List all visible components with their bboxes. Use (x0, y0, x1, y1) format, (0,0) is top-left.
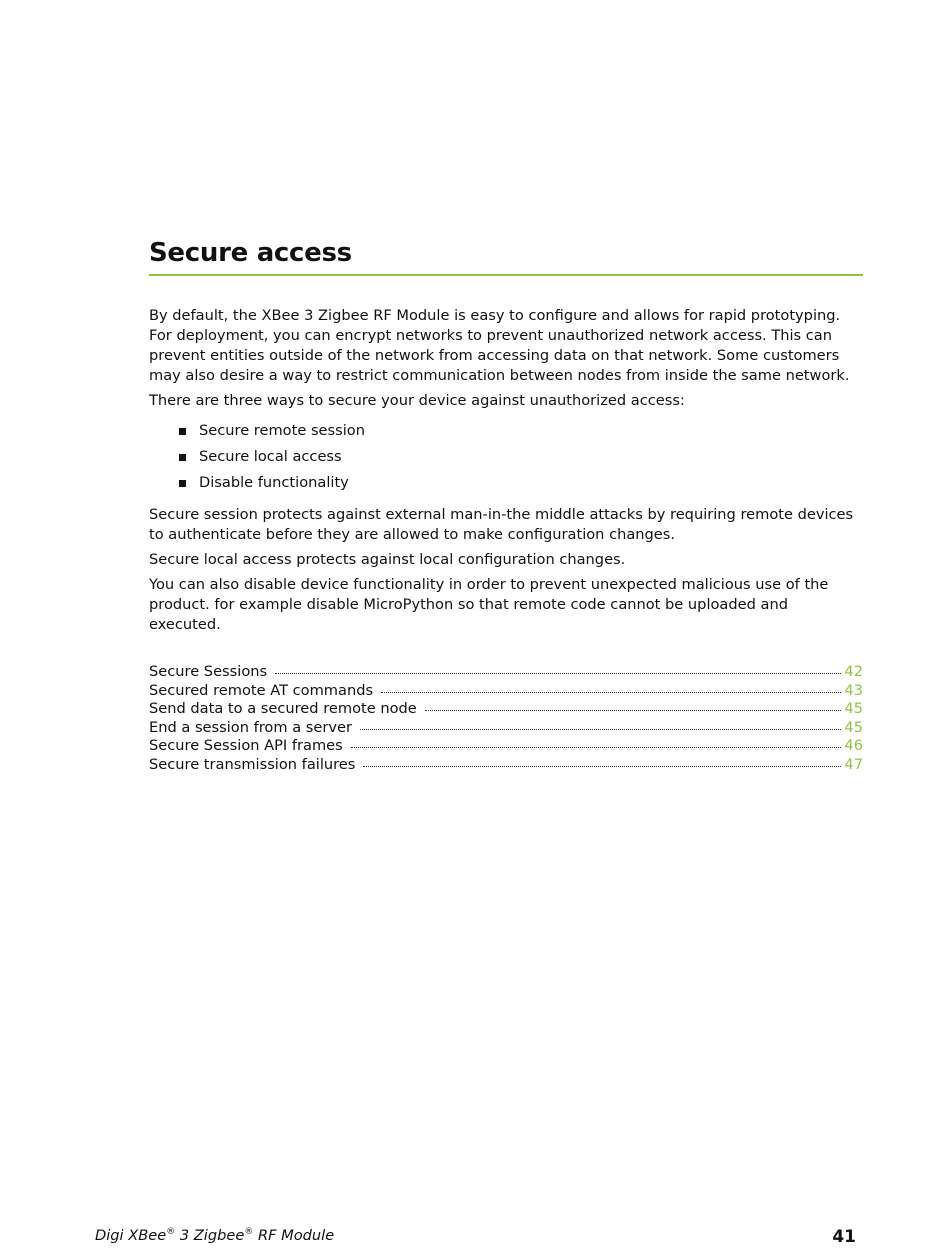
list-item (149, 473, 863, 493)
toc-page-link[interactable]: 46 (844, 737, 863, 755)
list-item (149, 421, 863, 441)
main-content (149, 236, 863, 775)
list-item (149, 447, 863, 467)
toc-entry-label: Secure Session API frames (149, 737, 343, 755)
registered-mark: ® (244, 1227, 254, 1238)
disable-paragraph: You can also disable device functionality in order to prevent unexpected malicious use of the product. for example disable MicroPython so that remote code cannot be uploaded and executed. (149, 576, 829, 633)
square-bullet-icon (179, 428, 186, 435)
intro-paragraph: By default, the XBee 3 Zigbee RF Module is easy to configure and allows for rapid prototyping. For deployment, you can encrypt networks to prevent unauthorized network access. This can prevent entities outside of the network from accessing data on that network. Some customers may also desire a way to restrict communication between nodes from inside the same network. (149, 307, 850, 384)
toc-dot-leader (363, 765, 841, 767)
list-item-text: Secure local access (199, 448, 342, 465)
toc-entry-label: End a session from a server (149, 718, 352, 736)
square-bullet-icon (179, 480, 186, 487)
footer-product-middle: 3 Zigbee (175, 1227, 245, 1244)
session-paragraph: Secure session protects against external man-in-the middle attacks by requiring remote devices to authenticate before they are allowed to make configuration changes. (149, 506, 854, 543)
toc-entry-send-data-secured-node[interactable] (149, 700, 863, 719)
toc-entry-secure-sessions[interactable] (149, 663, 863, 682)
ways-paragraph: There are three ways to secure your device against unauthorized access: (149, 392, 685, 409)
square-bullet-icon (179, 454, 186, 461)
toc-page-link[interactable]: 43 (844, 681, 863, 699)
toc-entry-label: Secure transmission failures (149, 755, 356, 773)
toc-dot-leader (275, 672, 841, 674)
toc-entry-label: Send data to a secured remote node (149, 700, 417, 718)
page-number: 41 (832, 1227, 856, 1247)
toc-entry-secured-remote-at-commands[interactable] (149, 682, 863, 701)
toc-dot-leader (381, 691, 841, 693)
footer-product-name (95, 1226, 334, 1246)
toc-page-link[interactable]: 45 (844, 700, 863, 718)
title-divider (149, 274, 863, 276)
list-item-text: Disable functionality (199, 474, 349, 491)
toc-entry-label: Secured remote AT commands (149, 681, 374, 699)
toc-dot-leader (425, 709, 842, 711)
footer-product-suffix: RF Module (253, 1227, 335, 1244)
security-ways-list (149, 421, 863, 493)
toc-dot-leader (360, 728, 841, 730)
toc-entry-end-session[interactable] (149, 719, 863, 738)
registered-mark: ® (166, 1227, 176, 1238)
mini-table-of-contents (149, 663, 863, 775)
toc-entry-secure-transmission-failures[interactable] (149, 756, 863, 775)
toc-page-link[interactable]: 45 (844, 718, 863, 736)
toc-dot-leader (351, 746, 842, 748)
toc-page-link[interactable]: 47 (844, 755, 863, 773)
local-access-paragraph: Secure local access protects against local configuration changes. (149, 551, 626, 568)
toc-entry-label: Secure Sessions (149, 663, 268, 680)
page-title: Secure access (149, 238, 352, 268)
list-item-text: Secure remote session (199, 422, 365, 439)
toc-page-link[interactable]: 42 (844, 663, 863, 680)
toc-entry-secure-session-api-frames[interactable] (149, 737, 863, 756)
footer-brand: Digi XBee (95, 1227, 167, 1244)
